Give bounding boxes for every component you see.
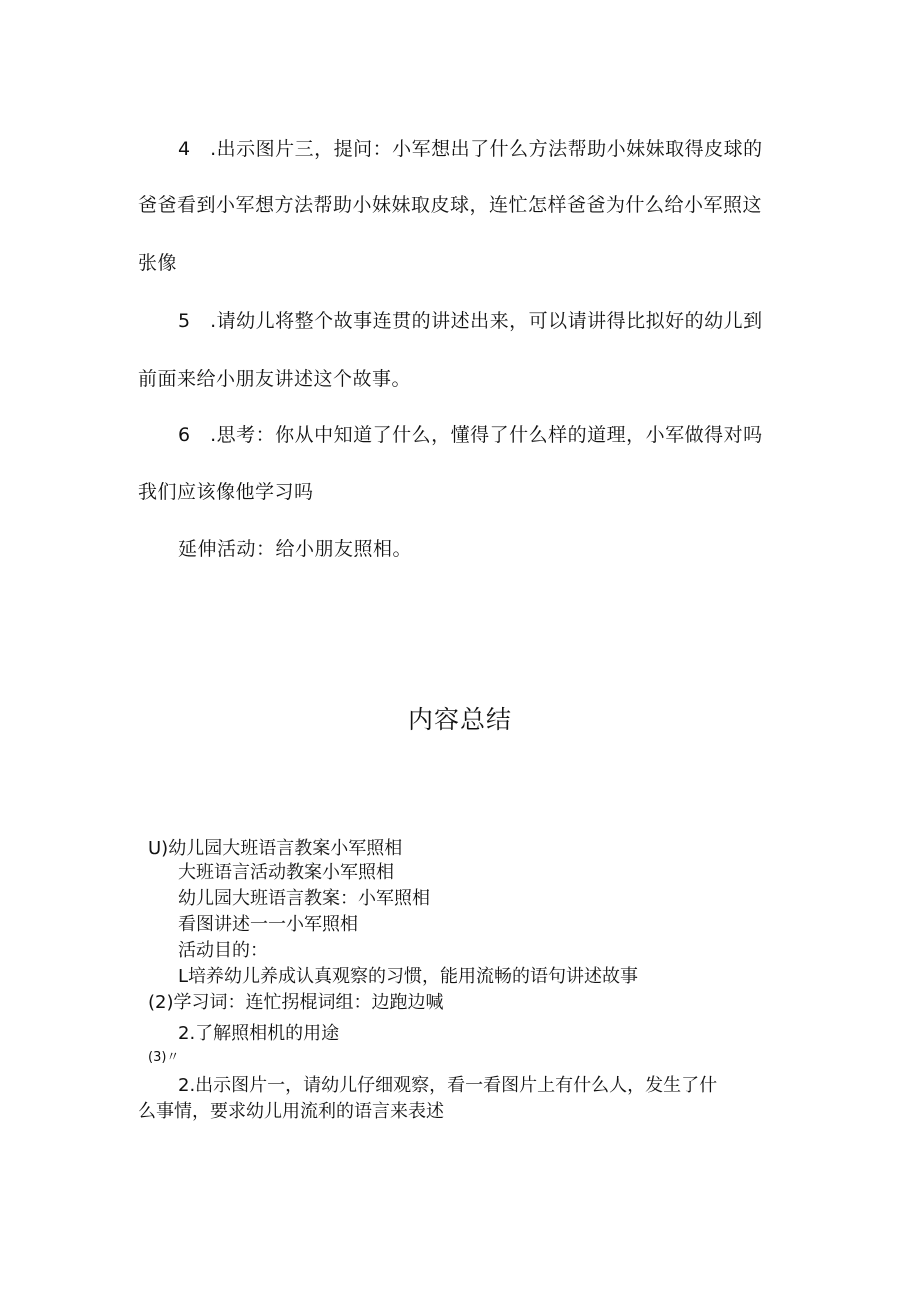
summary-item: 活动目的： — [178, 940, 268, 961]
summary-item: (2)学习词：连忙拐棍词组：边跑边喊 — [148, 992, 444, 1013]
paragraph-4-line-3: 张像 — [138, 252, 178, 274]
summary-item: 2.出示图片一，请幼儿仔细观察，看一看图片上有什么人，发生了什 — [178, 1075, 718, 1096]
paragraph-5-line-1: 5 .请幼儿将整个故事连贯的讲述出来，可以请讲得比拟好的幼儿到 — [178, 310, 763, 332]
paragraph-4-line-2: 爸爸看到小军想方法帮助小妹妹取皮球，连忙怎样爸爸为什么给小军照这 — [138, 194, 763, 216]
extension-activity: 延伸活动：给小朋友照相。 — [178, 538, 413, 560]
summary-item: 么事情，要求幼儿用流利的语言来表述 — [138, 1101, 444, 1122]
summary-item: (3)〃 — [148, 1050, 180, 1065]
summary-item: 2.了解照相机的用途 — [178, 1023, 340, 1044]
paragraph-6-line-2: 我们应该像他学习吗 — [138, 481, 314, 503]
paragraph-6-line-1: 6 .思考：你从中知道了什么，懂得了什么样的道理，小军做得对吗 — [178, 424, 763, 446]
summary-item: U)幼儿园大班语言教案小军照相 — [148, 838, 403, 859]
paragraph-4-line-1: 4 .出示图片三，提问：小军想出了什么方法帮助小妹妹取得皮球的 — [178, 138, 763, 160]
section-title: 内容总结 — [407, 705, 512, 734]
summary-item: 幼儿园大班语言教案：小军照相 — [178, 888, 430, 909]
paragraph-5-line-2: 前面来给小朋友讲述这个故事。 — [138, 368, 412, 390]
summary-item: L培养幼儿养成认真观察的习惯，能用流畅的语句讲述故事 — [178, 966, 639, 987]
summary-item: 大班语言活动教案小军照相 — [178, 862, 394, 883]
summary-item: 看图讲述一一小军照相 — [178, 914, 358, 935]
